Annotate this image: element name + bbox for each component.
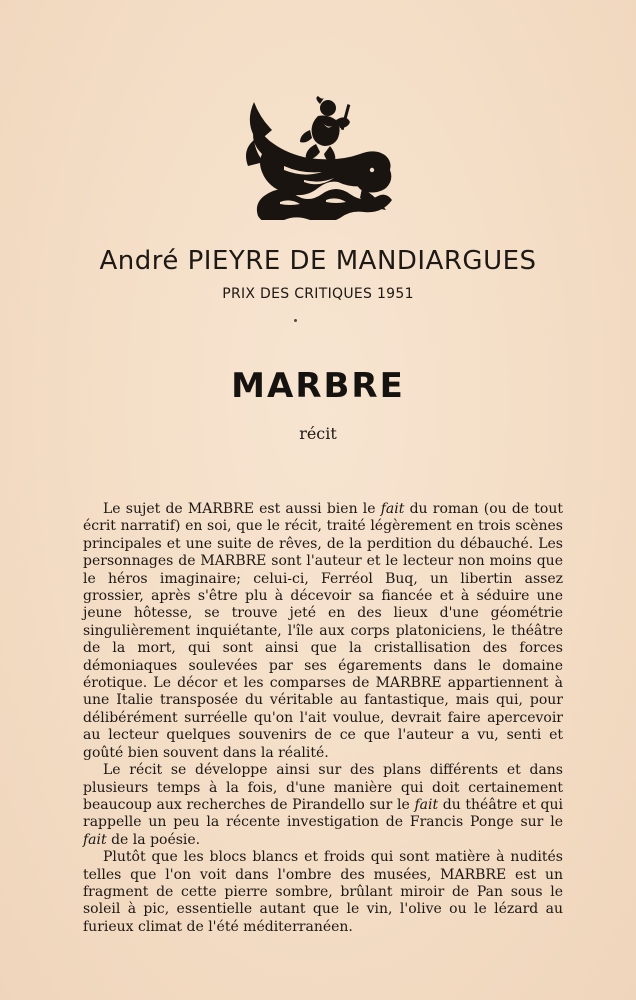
cherub-on-dolphin-emblem-icon: [244, 96, 396, 220]
paragraph-2-part-a: Le récit se développe ainsi sur des plans différents et dans plusieurs temps à la fois, d'une manière qui doit certainement beaucoup aux recherches de Pirandello sur le: [83, 762, 563, 813]
paragraph-1-part-a: Le sujet de MARBRE est aussi bien le: [103, 501, 381, 517]
paragraph-2-italic-fait-1: fait: [414, 796, 439, 813]
prize-line: PRIX DES CRITIQUES 1951: [222, 286, 414, 302]
description-text: [83, 501, 563, 936]
paragraph-2-part-b: du théâtre et qui rappelle un peu la récente investigation de Francis Ponge sur le: [83, 796, 563, 831]
paragraph-1: [83, 501, 563, 762]
ornament-dot: [294, 319, 297, 322]
author-name: André PIEYRE DE MANDIARGUES: [99, 246, 537, 276]
book-subtitle: récit: [299, 424, 337, 443]
paragraph-3: [83, 849, 563, 936]
paragraph-1-italic-fait: fait: [380, 501, 405, 517]
paragraph-2: [83, 762, 563, 849]
book-title: MARBRE: [231, 366, 405, 406]
paragraph-2-italic-fait-2: fait: [83, 831, 107, 848]
paragraph-1-part-b: du roman (ou de tout écrit narratif) en soi, que le récit, traité légèrement en trois scènes principales et une suite de rêves, de la perdition du débauché. Les personnages de MARBRE sont l'auteur et le lecteur non moins que le héros imaginaire; celui-ci, Ferréol Buq, un libertin assez grossier, après s'être plu à décevoir sa fiancée et à séduire une jeune hôtesse, se trouve jeté en des lieux d'une géométrie singulièrement inquiétante, l'île aux corps platoniciens, le théâtre de la mort, qui sont ainsi que la cristallisation des forces démoniaques soulevées par ses égarements dans le domaine érotique. Le décor et les comparses de MARBRE appartiennent à une Italie transposée du véritable au fantastique, mais qui, pour délibérément surréelle qu'on l'ait voulue, devrait faire apercevoir au lecteur quelques souvenirs de ce que l'auteur a vu, senti et goûté bien souvent dans la réalité.: [83, 501, 563, 761]
paragraph-3-text: Plutôt que les blocs blancs et froids qui sont matière à nudités telles que l'on voit dans l'ombre des musées, MARBRE est un fragment de cette pierre sombre, brûlant miroir de Pan sous le soleil à pic, essentielle autant que le vin, l'olive ou le lézard au furieux climat de l'été méditerranéen.: [83, 849, 563, 935]
paragraph-2-part-c: de la poésie.: [106, 831, 201, 848]
